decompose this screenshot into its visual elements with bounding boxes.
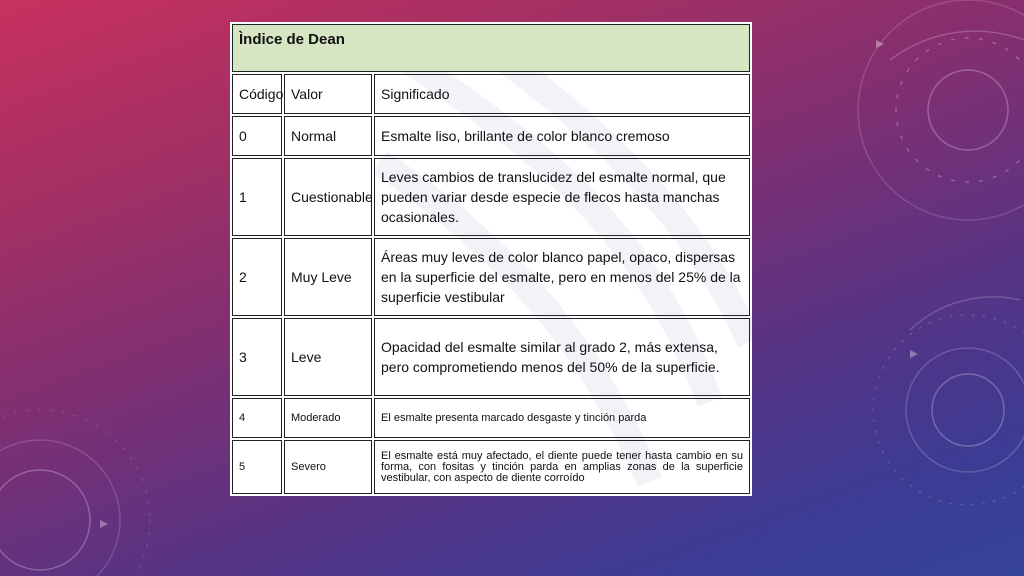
cell-code: 5 bbox=[232, 440, 282, 494]
table-row bbox=[232, 158, 750, 236]
cell-meaning: El esmalte está muy afectado, el diente puede tener hasta cambio en su forma, con fositas y tinción parda en amplias zonas de la superficie vestibular, con aspecto de diente corroído bbox=[374, 440, 750, 494]
cell-meaning: El esmalte presenta marcado desgaste y tinción parda bbox=[374, 398, 750, 438]
header-code: Código bbox=[232, 74, 282, 114]
cell-value: Muy Leve bbox=[284, 238, 372, 316]
cell-meaning: Opacidad del esmalte similar al grado 2, más extensa, pero comprometiendo menos del 50% de la superficie. bbox=[374, 318, 750, 396]
table-row bbox=[232, 318, 750, 396]
table-row bbox=[232, 440, 750, 494]
table-row bbox=[232, 238, 750, 316]
header-meaning: Significado bbox=[374, 74, 750, 114]
table-header-row bbox=[232, 74, 750, 114]
cell-meaning: Leves cambios de translucidez del esmalte normal, que pueden variar desde especie de flecos hasta manchas ocasionales. bbox=[374, 158, 750, 236]
header-value: Valor bbox=[284, 74, 372, 114]
cell-meaning: Esmalte liso, brillante de color blanco cremoso bbox=[374, 116, 750, 156]
cell-value: Moderado bbox=[284, 398, 372, 438]
table-title: Ìndice de Dean bbox=[232, 24, 750, 72]
cell-code: 0 bbox=[232, 116, 282, 156]
table-row bbox=[232, 116, 750, 156]
table-row bbox=[232, 398, 750, 438]
cell-code: 1 bbox=[232, 158, 282, 236]
cell-value: Normal bbox=[284, 116, 372, 156]
cell-meaning: Áreas muy leves de color blanco papel, opaco, dispersas en la superficie del esmalte, pero en menos del 25% de la superficie vestibular bbox=[374, 238, 750, 316]
cell-code: 2 bbox=[232, 238, 282, 316]
dean-index-table-container bbox=[230, 22, 752, 496]
cell-value: Cuestionable bbox=[284, 158, 372, 236]
dean-index-table bbox=[230, 22, 752, 496]
cell-code: 3 bbox=[232, 318, 282, 396]
cell-value: Leve bbox=[284, 318, 372, 396]
cell-value: Severo bbox=[284, 440, 372, 494]
cell-code: 4 bbox=[232, 398, 282, 438]
